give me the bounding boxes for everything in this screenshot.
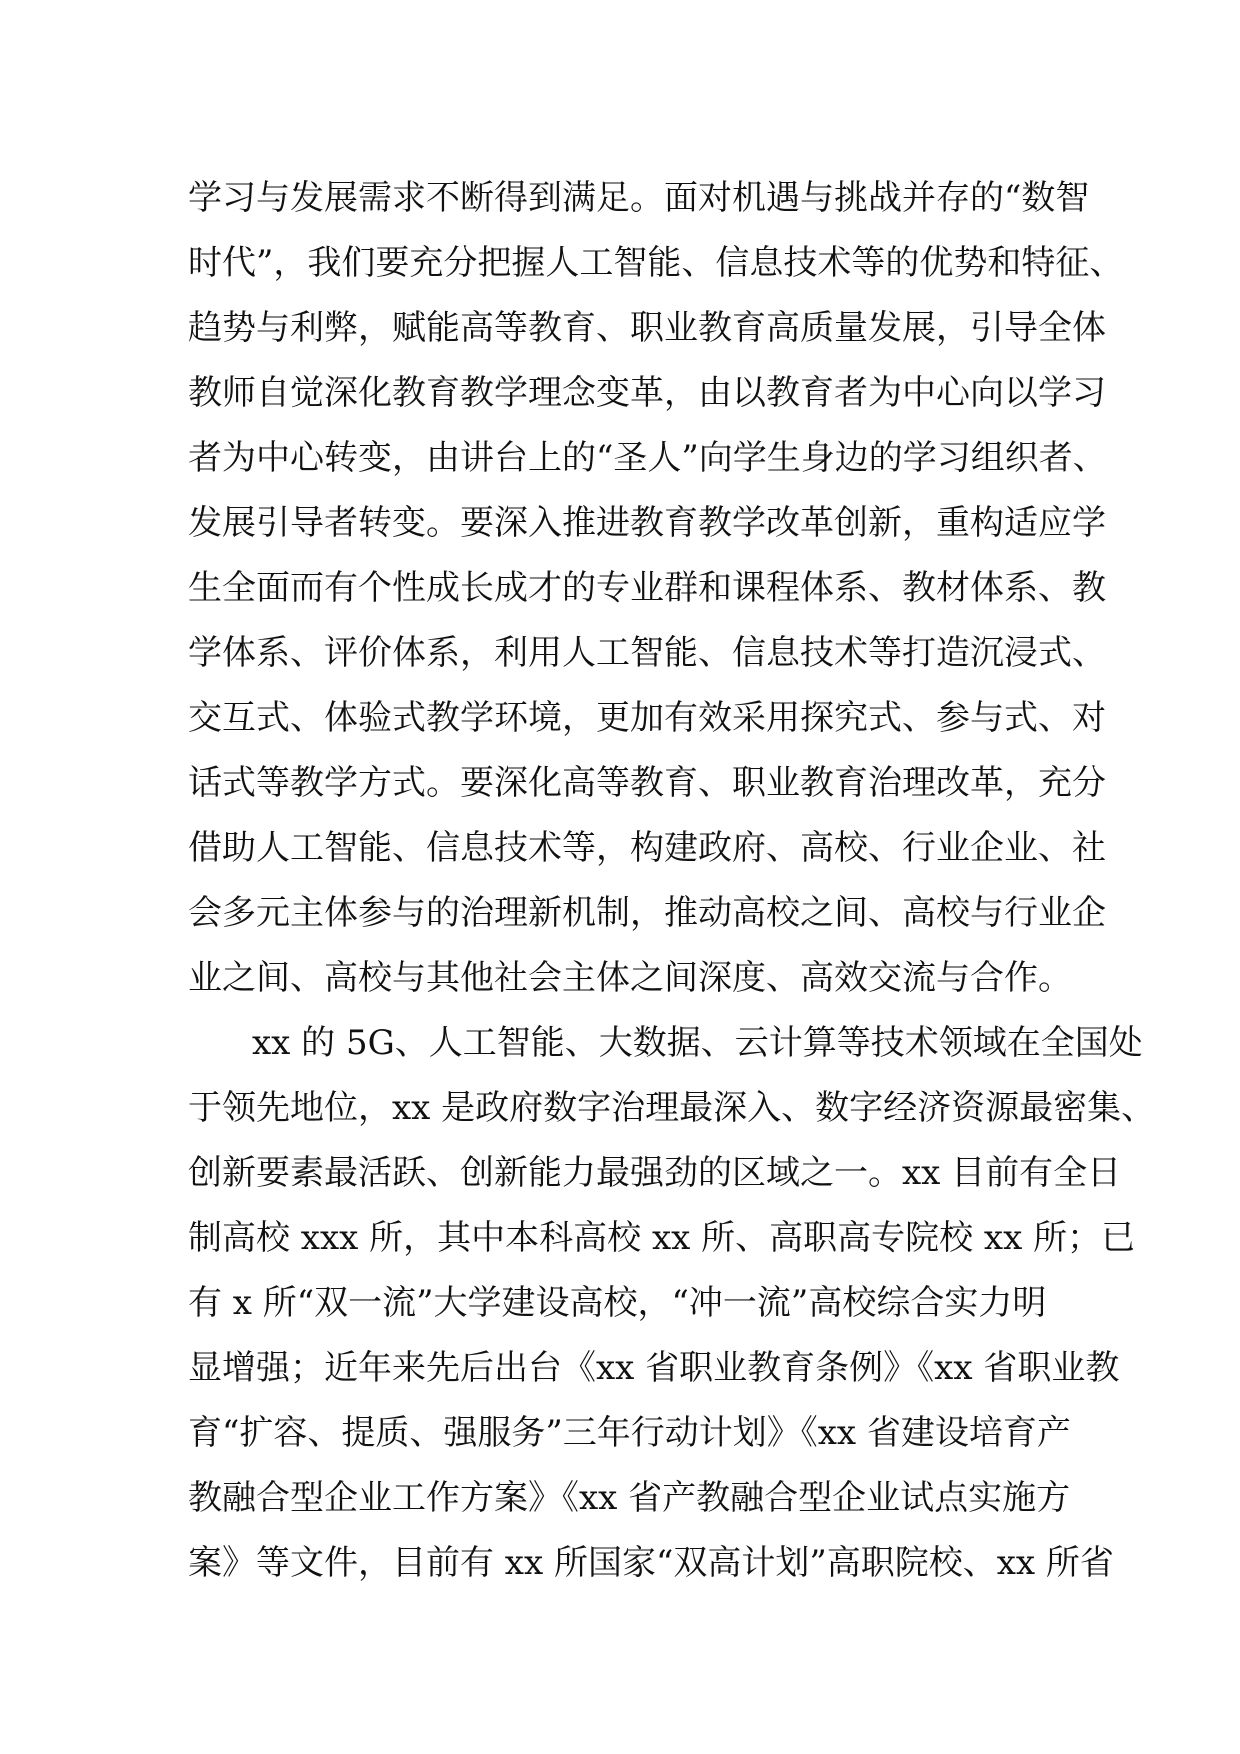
text-line: 有 x 所“双一流”大学建设高校，“冲一流”高校综合实力明 (188, 1283, 1047, 1323)
text-line: 学习与发展需求不断得到满足。面对机遇与挑战并存的“数智 (188, 178, 1090, 218)
text-line: 发展引导者转变。要深入推进教育教学改革创新，重构适应学 (188, 503, 1106, 543)
text-line: 借助人工智能、信息技术等，构建政府、高校、行业企业、社 (188, 828, 1106, 868)
text-line: 趋势与利弊，赋能高等教育、职业教育高质量发展，引导全体 (188, 308, 1106, 348)
text-line: 教师自觉深化教育教学理念变革，由以教育者为中心向以学习 (188, 373, 1106, 413)
text-line: 时代”，我们要充分把握人工智能、信息技术等的优势和特征、 (188, 243, 1124, 283)
text-line: 创新要素最活跃、创新能力最强劲的区域之一。xx 目前有全日 (188, 1153, 1122, 1193)
paragraph-first-line: xx 的 5G、人工智能、大数据、云计算等技术领域在全国处 (252, 1023, 1143, 1063)
text-line: 于领先地位，xx 是政府数字治理最深入、数字经济资源最密集、 (188, 1088, 1156, 1128)
text-line: 学体系、评价体系，利用人工智能、信息技术等打造沉浸式、 (188, 633, 1106, 673)
text-line: 显增强；近年来先后出台《xx 省职业教育条例》《xx 省职业教 (188, 1348, 1120, 1388)
text-line: 生全面而有个性成长成才的专业群和课程体系、教材体系、教 (188, 568, 1106, 608)
text-line: 案》等文件，目前有 xx 所国家“双高计划”高职院校、xx 所省 (188, 1543, 1114, 1583)
text-line: 会多元主体参与的治理新机制，推动高校之间、高校与行业企 (188, 893, 1106, 933)
text-line: 教融合型企业工作方案》《xx 省产教融合型企业试点实施方 (188, 1478, 1071, 1518)
body-text (188, 166, 1156, 1596)
text-line: 话式等教学方式。要深化高等教育、职业教育治理改革，充分 (188, 763, 1106, 803)
text-line: 制高校 xxx 所，其中本科高校 xx 所、高职高专院校 xx 所；已 (188, 1218, 1136, 1258)
text-line: 育“扩容、提质、强服务”三年行动计划》《xx 省建设培育产 (188, 1413, 1071, 1453)
text-line: 交互式、体验式教学环境，更加有效采用探究式、参与式、对 (188, 698, 1106, 738)
text-line: 业之间、高校与其他社会主体之间深度、高效交流与合作。 (188, 958, 1072, 998)
text-line: 者为中心转变，由讲台上的“圣人”向学生身边的学习组织者、 (188, 438, 1107, 478)
